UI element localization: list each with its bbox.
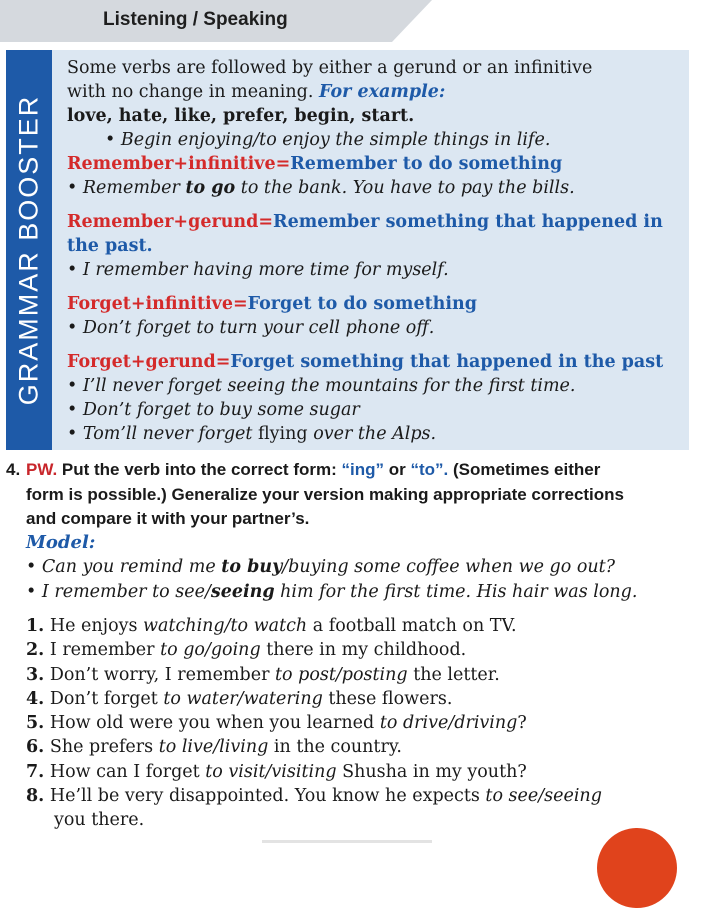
- intro-line-2: [67, 80, 677, 104]
- rule-remember-infinitive: [67, 152, 677, 176]
- item-number: 3.: [26, 664, 45, 685]
- rule-remember-gerund: [67, 210, 677, 234]
- example-forget-infinitive: • Don’t forget to turn your cell phone off.: [67, 318, 435, 338]
- model-examples: [26, 555, 637, 604]
- example-forget-gerund-2: • Don’t forget to buy some sugar: [67, 400, 360, 420]
- grammar-booster-content: [67, 56, 677, 446]
- task-line-1: [26, 458, 706, 483]
- task-body: [6, 458, 706, 532]
- example-remember-infinitive: [67, 176, 677, 200]
- page-number-circle: [597, 828, 677, 908]
- exercise-list: [26, 614, 706, 833]
- intro-line-2-text: with no change in meaning.: [67, 82, 314, 102]
- rule-2-meaning-cont: the past.: [67, 236, 153, 256]
- task-number: 4.: [6, 460, 21, 479]
- ing-label: “ing”: [341, 460, 384, 479]
- rule-2-formula: Remember+gerund=: [67, 212, 274, 232]
- grammar-booster-sidebar: [6, 50, 52, 450]
- grammar-booster-label: GRAMMAR BOOSTER: [13, 94, 44, 406]
- m1-b: to buy: [221, 557, 283, 577]
- exercise-item-continuation: you there.: [54, 810, 145, 831]
- item-options: to post/posting: [275, 664, 408, 685]
- intro-line-1: Some verbs are followed by either a gerund or an infinitive: [67, 58, 593, 78]
- exercise-item: [26, 784, 706, 808]
- item-text-end: there in my childhood.: [260, 640, 467, 661]
- item-number: 2.: [26, 640, 45, 661]
- r1-ex-b: to go: [185, 178, 236, 198]
- rule-2-meaning: Remember something that happened in: [273, 212, 663, 232]
- task-line-3: and compare it with your partner’s.: [26, 509, 310, 528]
- exercise-item: [26, 687, 706, 711]
- item-text-end: Shusha in my youth?: [336, 761, 527, 782]
- task-line-2: form is possible.) Generalize your version making appropriate corrections: [26, 484, 625, 504]
- verb-list: love, hate, like, prefer, begin, start.: [67, 106, 415, 126]
- exercise-item: [26, 638, 706, 662]
- exercise-item: [26, 711, 706, 735]
- r4-ex3-c: over the Alps.: [307, 424, 437, 444]
- m2-a: • I remember to see/: [26, 581, 211, 602]
- item-number: 1.: [26, 616, 45, 636]
- item-text: I remember: [44, 640, 161, 661]
- exercise-item: [26, 614, 706, 638]
- item-text: Don’t forget: [44, 688, 164, 709]
- m2-b: seeing: [210, 581, 275, 602]
- item-text: How old were you when you learned: [44, 713, 380, 734]
- grammar-booster-box: [6, 50, 689, 450]
- item-text: He enjoys: [44, 616, 144, 636]
- item-number: 6.: [26, 737, 45, 758]
- to-label: “to”.: [410, 460, 449, 479]
- exercise-item: [26, 663, 706, 687]
- or-label: or: [383, 460, 411, 479]
- rule-1-meaning: Remember to do something: [290, 154, 563, 174]
- footer-divider: [262, 840, 432, 843]
- rule-3-formula: Forget+infinitive=: [67, 294, 248, 314]
- pair-work-label: PW.: [26, 460, 58, 479]
- exercise-item: [26, 760, 706, 784]
- example-forget-gerund-3: [67, 422, 677, 446]
- item-options: to live/living: [158, 737, 269, 758]
- item-number: 7.: [26, 761, 45, 782]
- for-example-label: For example:: [319, 82, 446, 102]
- item-text: Don’t worry, I remember: [44, 664, 276, 685]
- example-remember-gerund: • I remember having more time for myself.: [67, 260, 449, 280]
- item-number: 4.: [26, 688, 45, 709]
- rule-1-formula: Remember+infinitive=: [67, 154, 291, 174]
- section-title: Listening / Speaking: [103, 9, 288, 30]
- r4-ex3-a: • Tom’ll never forget: [67, 424, 258, 444]
- item-text: He’ll be very disappointed. You know he expects: [44, 786, 486, 807]
- task-instructions: [6, 458, 706, 532]
- m2-c: him for the first time. His hair was long.: [274, 581, 638, 602]
- item-options: to visit/visiting: [205, 761, 337, 782]
- rule-4-formula: Forget+gerund=: [67, 352, 231, 372]
- item-options: watching/to watch: [143, 616, 308, 636]
- item-text-end: a football match on TV.: [307, 616, 517, 636]
- item-number: 5.: [26, 713, 45, 734]
- item-options: to water/watering: [163, 688, 323, 709]
- item-text-end: in the country.: [268, 737, 402, 758]
- item-text: She prefers: [44, 737, 159, 758]
- rule-forget-infinitive: [67, 292, 677, 316]
- rule-forget-gerund: [67, 350, 677, 374]
- item-options: to go/going: [160, 640, 261, 661]
- item-text-end: ?: [517, 713, 527, 734]
- r1-ex-a: • Remember: [67, 178, 186, 198]
- rule-3-meaning: Forget to do something: [247, 294, 477, 314]
- m1-a: • Can you remind me: [26, 557, 222, 577]
- example-forget-gerund-1: • I’ll never forget seeing the mountains for the first time.: [67, 376, 576, 396]
- m1-c: /buying some coffee when we go out?: [282, 557, 616, 577]
- item-number: 8.: [26, 786, 45, 807]
- example-begin: • Begin enjoying/to enjoy the simple things in life.: [105, 130, 551, 150]
- model-example-2: [26, 580, 637, 605]
- task-line-1-b: (Sometimes either: [448, 460, 601, 479]
- rule-2-cont: [67, 234, 677, 258]
- model-example-1: [26, 555, 637, 580]
- item-text-end: the letter.: [407, 664, 500, 685]
- rule-4-meaning: Forget something that happened in the past: [230, 352, 664, 372]
- item-text: How can I forget: [44, 761, 206, 782]
- item-options: to see/seeing: [485, 786, 602, 807]
- item-options: to drive/driving: [379, 713, 518, 734]
- exercise-item: [26, 735, 706, 759]
- r1-ex-c: to the bank. You have to pay the bills.: [235, 178, 575, 198]
- task-line-1-a: Put the verb into the correct form:: [57, 460, 342, 479]
- r4-ex3-b: flying: [257, 424, 308, 444]
- model-label: Model:: [26, 532, 96, 553]
- item-text-end: these flowers.: [322, 688, 453, 709]
